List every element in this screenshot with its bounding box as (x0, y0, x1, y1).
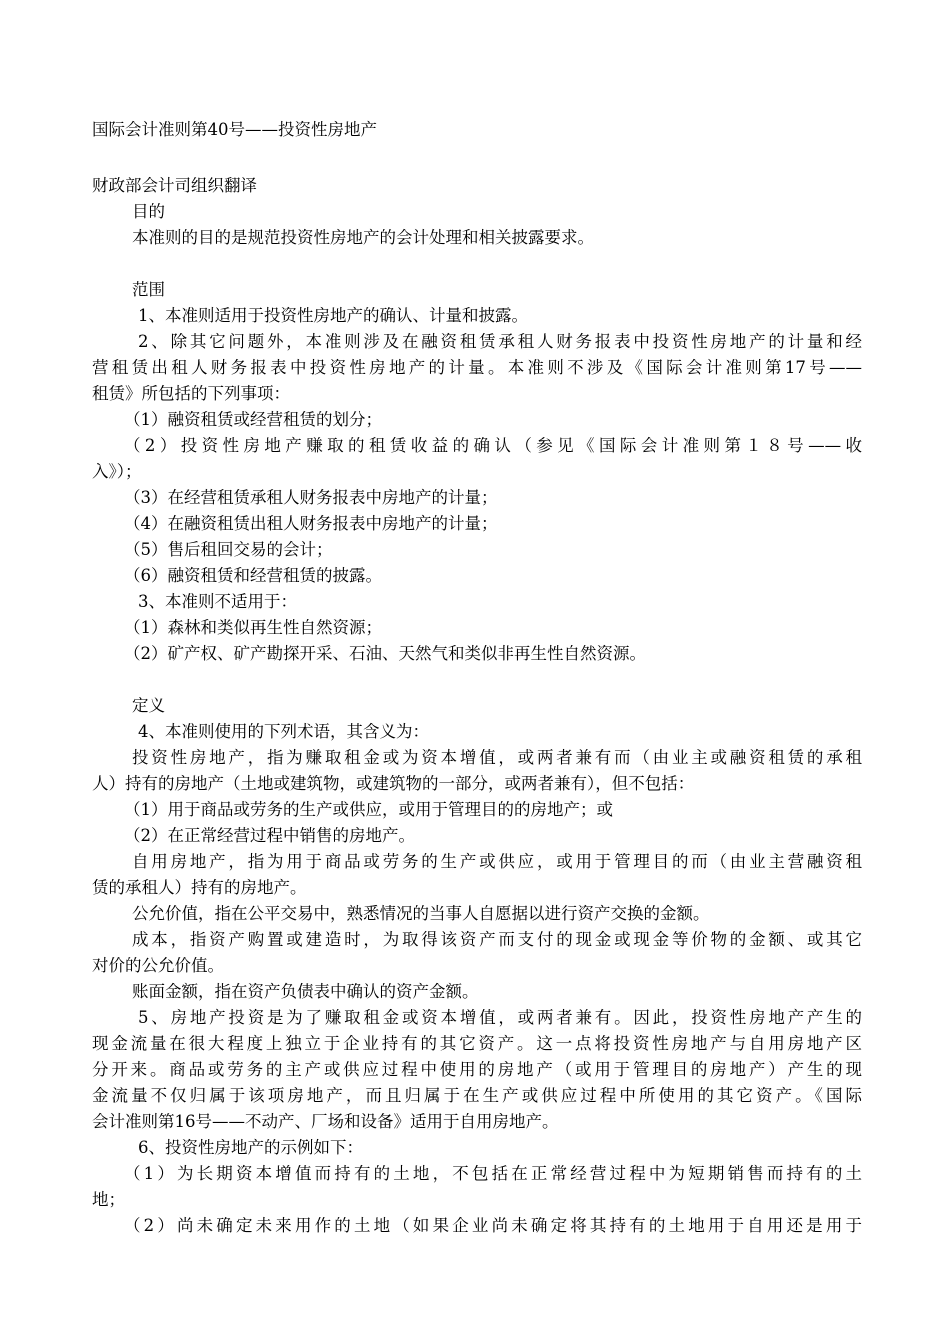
paragraph-line: 公允价值，指在公平交易中，熟悉情况的当事人自愿据以进行资产交换的金额。 (132, 904, 710, 923)
document-title: 国际会计准则第40号——投资性房地产 (92, 120, 377, 139)
paragraph-line: 2、除其它问题外，本准则涉及在融资租赁承租人财务报表中投资性房地产的计量和经 (138, 332, 862, 351)
list-item: （1）用于商品或劳务的生产或供应，或用于管理目的的房地产；或 (124, 800, 613, 819)
document-body (92, 117, 862, 1239)
paragraph-line: 现金流量在很大程度上独立于企业持有的其它资产。这一点将投资性房地产与自用房地产区 (92, 1034, 862, 1053)
section-heading-scope: 范围 (132, 280, 165, 299)
section-heading-purpose: 目的 (132, 202, 165, 221)
paragraph-line: 租赁》所包括的下列事项： (92, 384, 290, 403)
list-item: （5）售后租回交易的会计； (124, 540, 333, 559)
blank-line (92, 667, 862, 693)
paragraph-line: 分开来。商品或劳务的主产或供应过程中使用的房地产（或用于管理目的房地产）产生的现 (92, 1060, 862, 1079)
list-item: （4）在融资租赁出租人财务报表中房地产的计量； (124, 514, 498, 533)
list-item: （3）在经营租赁承租人财务报表中房地产的计量； (124, 488, 498, 507)
paragraph-line: 人）持有的房地产（土地或建筑物，或建筑物的一部分，或两者兼有），但不包括： (92, 774, 695, 793)
paragraph-line: 本准则的目的是规范投资性房地产的会计处理和相关披露要求。 (132, 228, 594, 247)
list-item: 地； (92, 1190, 125, 1209)
paragraph-line: 营租赁出租人财务报表中投资性房地产的计量。本准则不涉及《国际会计准则第17号—— (92, 358, 862, 377)
list-item: （1）森林和类似再生性自然资源； (124, 618, 382, 637)
list-item: （2）矿产权、矿产勘探开采、石油、天然气和类似非再生性自然资源。 (124, 644, 646, 663)
paragraph-line: 4、本准则使用的下列术语，其含义为： (138, 722, 429, 741)
list-item: （2）在正常经营过程中销售的房地产。 (124, 826, 415, 845)
section-heading-definitions: 定义 (132, 696, 165, 715)
translator-credit: 财政部会计司组织翻译 (92, 176, 257, 195)
paragraph-line: 5、房地产投资是为了赚取租金或资本增值，或两者兼有。因此，投资性房地产产生的 (138, 1008, 862, 1027)
paragraph-line: 会计准则第16号——不动产、厂场和设备》适用于自用房地产。 (92, 1112, 559, 1131)
paragraph-line: 投资性房地产，指为赚取租金或为资本增值，或两者兼有而（由业主或融资租赁的承租 (132, 748, 862, 767)
paragraph-line: 自用房地产，指为用于商品或劳务的生产或供应，或用于管理目的而（由业主营融资租 (132, 852, 862, 871)
paragraph-line: 6、投资性房地产的示例如下： (138, 1138, 363, 1157)
list-item: （1）融资租赁或经营租赁的划分； (124, 410, 382, 429)
paragraph-line: 金流量不仅归属于该项房地产，而且归属于在生产或供应过程中所使用的其它资产。《国际 (92, 1086, 862, 1105)
paragraph-line: 成本，指资产购置或建造时，为取得该资产而支付的现金或现金等价物的金额、或其它 (132, 930, 862, 949)
list-item: （2）投资性房地产赚取的租赁收益的确认（参见《国际会计准则第１８号——收 (124, 436, 862, 455)
list-item: （6）融资租赁和经营租赁的披露。 (124, 566, 382, 585)
list-item: 入》）； (92, 462, 142, 481)
list-item: （1）为长期资本增值而持有的土地，不包括在正常经营过程中为短期销售而持有的土 (124, 1164, 862, 1183)
list-item: （2）尚未确定未来用作的土地（如果企业尚未确定将其持有的土地用于自用还是用于 (124, 1216, 862, 1235)
paragraph-line: 1、本准则适用于投资性房地产的确认、计量和披露。 (138, 306, 528, 325)
paragraph-line: 对价的公允价值。 (92, 956, 224, 975)
paragraph-line: 赁的承租人）持有的房地产。 (92, 878, 307, 897)
paragraph-line: 账面金额，指在资产负债表中确认的资产金额。 (132, 982, 479, 1001)
paragraph-line: 3、本准则不适用于： (138, 592, 297, 611)
blank-line (92, 251, 862, 277)
